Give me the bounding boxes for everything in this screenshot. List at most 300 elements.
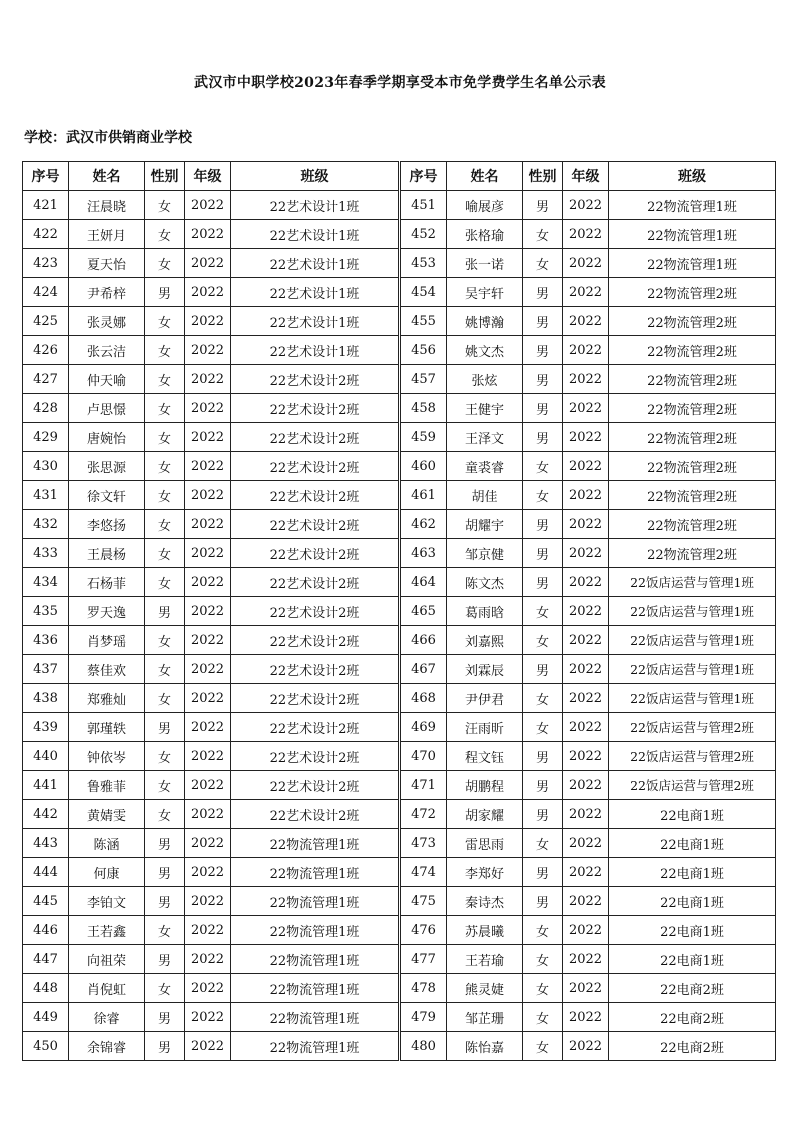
class-cell: 22艺术设计2班 [231, 423, 399, 452]
table-row [401, 191, 776, 220]
gender-cell: 女 [145, 974, 185, 1003]
grade-cell: 2022 [185, 365, 231, 394]
grade-cell: 2022 [185, 220, 231, 249]
seq-cell: 430 [23, 452, 69, 481]
table-row [401, 887, 776, 916]
seq-cell: 460 [401, 452, 447, 481]
grade-cell: 2022 [563, 423, 609, 452]
grade-cell: 2022 [563, 220, 609, 249]
grade-cell: 2022 [185, 626, 231, 655]
class-cell: 22艺术设计1班 [231, 307, 399, 336]
seq-cell: 457 [401, 365, 447, 394]
table-row [23, 365, 399, 394]
table-row [23, 191, 399, 220]
class-cell: 22艺术设计2班 [231, 394, 399, 423]
class-cell: 22艺术设计2班 [231, 713, 399, 742]
table-row [401, 771, 776, 800]
table-row [23, 974, 399, 1003]
name-cell: 汪雨昕 [447, 713, 523, 742]
table-row [23, 684, 399, 713]
class-cell: 22电商1班 [609, 945, 776, 974]
table-row [401, 597, 776, 626]
grade-cell: 2022 [185, 742, 231, 771]
name-cell: 李铂文 [69, 887, 145, 916]
class-cell: 22物流管理2班 [609, 481, 776, 510]
class-cell: 22艺术设计2班 [231, 452, 399, 481]
gender-cell: 男 [523, 800, 563, 829]
grade-cell: 2022 [563, 539, 609, 568]
class-cell: 22艺术设计2班 [231, 626, 399, 655]
table-row [401, 1003, 776, 1032]
class-cell: 22物流管理2班 [609, 307, 776, 336]
grade-cell: 2022 [563, 742, 609, 771]
name-cell: 钟依岑 [69, 742, 145, 771]
class-cell: 22艺术设计2班 [231, 481, 399, 510]
gender-cell: 男 [523, 510, 563, 539]
table-row [23, 452, 399, 481]
class-cell: 22电商1班 [609, 858, 776, 887]
gender-cell: 女 [145, 800, 185, 829]
class-cell: 22饭店运营与管理1班 [609, 626, 776, 655]
grade-cell: 2022 [185, 916, 231, 945]
grade-cell: 2022 [563, 916, 609, 945]
gender-cell: 女 [145, 394, 185, 423]
seq-cell: 435 [23, 597, 69, 626]
gender-cell: 男 [523, 887, 563, 916]
name-cell: 夏天怡 [69, 249, 145, 278]
table-row [23, 771, 399, 800]
seq-cell: 458 [401, 394, 447, 423]
table-row [23, 916, 399, 945]
gender-cell: 男 [523, 336, 563, 365]
grade-cell: 2022 [185, 539, 231, 568]
name-cell: 郭瑾轶 [69, 713, 145, 742]
grade-cell: 2022 [185, 249, 231, 278]
name-cell: 童裘睿 [447, 452, 523, 481]
table-row [401, 568, 776, 597]
class-cell: 22艺术设计2班 [231, 742, 399, 771]
name-cell: 郑雅灿 [69, 684, 145, 713]
seq-cell: 424 [23, 278, 69, 307]
name-cell: 肖倪虹 [69, 974, 145, 1003]
seq-cell: 471 [401, 771, 447, 800]
grade-cell: 2022 [563, 771, 609, 800]
class-cell: 22艺术设计2班 [231, 539, 399, 568]
seq-cell: 470 [401, 742, 447, 771]
header-gender: 性别 [145, 162, 185, 191]
header-class: 班级 [609, 162, 776, 191]
grade-cell: 2022 [563, 510, 609, 539]
name-cell: 陈文杰 [447, 568, 523, 597]
header-class: 班级 [231, 162, 399, 191]
grade-cell: 2022 [185, 278, 231, 307]
class-cell: 22物流管理2班 [609, 510, 776, 539]
gender-cell: 女 [523, 220, 563, 249]
name-cell: 葛雨晗 [447, 597, 523, 626]
table-header-row [23, 162, 399, 191]
table-row [401, 626, 776, 655]
grade-cell: 2022 [185, 858, 231, 887]
table-row [23, 510, 399, 539]
table-row [401, 394, 776, 423]
class-cell: 22艺术设计1班 [231, 220, 399, 249]
name-cell: 王泽文 [447, 423, 523, 452]
gender-cell: 女 [145, 684, 185, 713]
table-row [23, 858, 399, 887]
grade-cell: 2022 [563, 684, 609, 713]
name-cell: 喻展彦 [447, 191, 523, 220]
seq-cell: 449 [23, 1003, 69, 1032]
gender-cell: 女 [145, 307, 185, 336]
grade-cell: 2022 [563, 626, 609, 655]
gender-cell: 男 [523, 742, 563, 771]
name-cell: 唐婉怡 [69, 423, 145, 452]
class-cell: 22饭店运营与管理2班 [609, 742, 776, 771]
grade-cell: 2022 [185, 597, 231, 626]
seq-cell: 421 [23, 191, 69, 220]
class-cell: 22艺术设计2班 [231, 655, 399, 684]
name-cell: 邹芷珊 [447, 1003, 523, 1032]
table-row [23, 249, 399, 278]
gender-cell: 女 [523, 597, 563, 626]
table-row [401, 220, 776, 249]
gender-cell: 女 [145, 365, 185, 394]
name-cell: 张格瑜 [447, 220, 523, 249]
header-seq: 序号 [23, 162, 69, 191]
table-row [23, 945, 399, 974]
name-cell: 秦诗杰 [447, 887, 523, 916]
grade-cell: 2022 [185, 336, 231, 365]
table-row [401, 945, 776, 974]
seq-cell: 451 [401, 191, 447, 220]
table-row [401, 539, 776, 568]
gender-cell: 女 [523, 684, 563, 713]
name-cell: 石杨菲 [69, 568, 145, 597]
name-cell: 王妍月 [69, 220, 145, 249]
seq-cell: 465 [401, 597, 447, 626]
gender-cell: 女 [523, 452, 563, 481]
name-cell: 刘霖辰 [447, 655, 523, 684]
name-cell: 罗天逸 [69, 597, 145, 626]
class-cell: 22电商2班 [609, 974, 776, 1003]
table-row [23, 336, 399, 365]
table-row [23, 800, 399, 829]
grade-cell: 2022 [563, 1032, 609, 1061]
seq-cell: 431 [23, 481, 69, 510]
seq-cell: 463 [401, 539, 447, 568]
gender-cell: 女 [523, 974, 563, 1003]
grade-cell: 2022 [185, 771, 231, 800]
gender-cell: 男 [145, 858, 185, 887]
grade-cell: 2022 [563, 278, 609, 307]
name-cell: 吴宇轩 [447, 278, 523, 307]
student-table-left [22, 161, 399, 1061]
name-cell: 向祖荣 [69, 945, 145, 974]
table-row [401, 481, 776, 510]
class-cell: 22物流管理1班 [231, 974, 399, 1003]
grade-cell: 2022 [185, 974, 231, 1003]
name-cell: 何康 [69, 858, 145, 887]
gender-cell: 女 [145, 626, 185, 655]
gender-cell: 女 [145, 771, 185, 800]
class-cell: 22饭店运营与管理1班 [609, 568, 776, 597]
seq-cell: 473 [401, 829, 447, 858]
seq-cell: 427 [23, 365, 69, 394]
name-cell: 胡耀宇 [447, 510, 523, 539]
gender-cell: 男 [523, 394, 563, 423]
gender-cell: 男 [145, 887, 185, 916]
name-cell: 张云洁 [69, 336, 145, 365]
gender-cell: 男 [523, 278, 563, 307]
table-row [401, 829, 776, 858]
grade-cell: 2022 [185, 307, 231, 336]
table-row [401, 916, 776, 945]
seq-cell: 442 [23, 800, 69, 829]
gender-cell: 女 [523, 829, 563, 858]
grade-cell: 2022 [563, 568, 609, 597]
table-row [23, 655, 399, 684]
header-gender: 性别 [523, 162, 563, 191]
grade-cell: 2022 [185, 568, 231, 597]
name-cell: 张灵娜 [69, 307, 145, 336]
grade-cell: 2022 [563, 481, 609, 510]
gender-cell: 男 [523, 568, 563, 597]
seq-cell: 434 [23, 568, 69, 597]
name-cell: 尹希梓 [69, 278, 145, 307]
grade-cell: 2022 [563, 452, 609, 481]
grade-cell: 2022 [185, 1003, 231, 1032]
name-cell: 蔡佳欢 [69, 655, 145, 684]
name-cell: 王晨杨 [69, 539, 145, 568]
table-row [23, 539, 399, 568]
seq-cell: 450 [23, 1032, 69, 1061]
seq-cell: 466 [401, 626, 447, 655]
name-cell: 雷思雨 [447, 829, 523, 858]
seq-cell: 467 [401, 655, 447, 684]
header-name: 姓名 [447, 162, 523, 191]
grade-cell: 2022 [185, 829, 231, 858]
grade-cell: 2022 [185, 684, 231, 713]
table-row [401, 510, 776, 539]
name-cell: 熊灵婕 [447, 974, 523, 1003]
header-seq: 序号 [401, 162, 447, 191]
class-cell: 22物流管理1班 [231, 945, 399, 974]
table-row [401, 742, 776, 771]
seq-cell: 422 [23, 220, 69, 249]
grade-cell: 2022 [185, 800, 231, 829]
class-cell: 22饭店运营与管理2班 [609, 771, 776, 800]
table-row [23, 742, 399, 771]
name-cell: 胡鹏程 [447, 771, 523, 800]
seq-cell: 456 [401, 336, 447, 365]
gender-cell: 女 [145, 742, 185, 771]
seq-cell: 447 [23, 945, 69, 974]
seq-cell: 443 [23, 829, 69, 858]
grade-cell: 2022 [185, 191, 231, 220]
grade-cell: 2022 [563, 829, 609, 858]
gender-cell: 男 [523, 307, 563, 336]
gender-cell: 女 [145, 655, 185, 684]
name-cell: 胡家耀 [447, 800, 523, 829]
gender-cell: 女 [145, 452, 185, 481]
gender-cell: 女 [523, 916, 563, 945]
table-row [23, 278, 399, 307]
class-cell: 22物流管理1班 [609, 249, 776, 278]
class-cell: 22艺术设计2班 [231, 510, 399, 539]
name-cell: 程文钰 [447, 742, 523, 771]
class-cell: 22物流管理1班 [231, 1003, 399, 1032]
gender-cell: 女 [145, 336, 185, 365]
name-cell: 王若瑜 [447, 945, 523, 974]
class-cell: 22艺术设计2班 [231, 597, 399, 626]
name-cell: 徐文轩 [69, 481, 145, 510]
class-cell: 22物流管理2班 [609, 336, 776, 365]
name-cell: 胡佳 [447, 481, 523, 510]
grade-cell: 2022 [563, 597, 609, 626]
seq-cell: 454 [401, 278, 447, 307]
gender-cell: 男 [523, 365, 563, 394]
table-row [23, 829, 399, 858]
class-cell: 22物流管理2班 [609, 278, 776, 307]
seq-cell: 423 [23, 249, 69, 278]
gender-cell: 女 [145, 916, 185, 945]
name-cell: 苏晨曦 [447, 916, 523, 945]
table-row [401, 713, 776, 742]
gender-cell: 女 [523, 249, 563, 278]
grade-cell: 2022 [563, 365, 609, 394]
table-row [401, 307, 776, 336]
class-cell: 22艺术设计1班 [231, 278, 399, 307]
grade-cell: 2022 [563, 191, 609, 220]
grade-cell: 2022 [563, 800, 609, 829]
class-cell: 22物流管理1班 [609, 191, 776, 220]
seq-cell: 480 [401, 1032, 447, 1061]
seq-cell: 453 [401, 249, 447, 278]
class-cell: 22电商1班 [609, 887, 776, 916]
seq-cell: 439 [23, 713, 69, 742]
gender-cell: 男 [523, 423, 563, 452]
table-row [23, 597, 399, 626]
grade-cell: 2022 [185, 452, 231, 481]
grade-cell: 2022 [185, 1032, 231, 1061]
class-cell: 22艺术设计2班 [231, 771, 399, 800]
class-cell: 22饭店运营与管理1班 [609, 684, 776, 713]
grade-cell: 2022 [563, 713, 609, 742]
school-label: 学校：武汉市供销商业学校 [24, 130, 192, 146]
seq-cell: 464 [401, 568, 447, 597]
name-cell: 肖梦瑶 [69, 626, 145, 655]
seq-cell: 468 [401, 684, 447, 713]
gender-cell: 男 [145, 1003, 185, 1032]
grade-cell: 2022 [563, 887, 609, 916]
table-row [401, 452, 776, 481]
gender-cell: 女 [523, 1032, 563, 1061]
gender-cell: 女 [145, 510, 185, 539]
grade-cell: 2022 [563, 655, 609, 684]
name-cell: 王若鑫 [69, 916, 145, 945]
seq-cell: 478 [401, 974, 447, 1003]
gender-cell: 男 [145, 829, 185, 858]
table-row [401, 655, 776, 684]
name-cell: 邹京健 [447, 539, 523, 568]
table-row [401, 1032, 776, 1061]
seq-cell: 426 [23, 336, 69, 365]
grade-cell: 2022 [563, 336, 609, 365]
name-cell: 刘嘉熙 [447, 626, 523, 655]
seq-cell: 432 [23, 510, 69, 539]
table-row [23, 568, 399, 597]
seq-cell: 446 [23, 916, 69, 945]
seq-cell: 433 [23, 539, 69, 568]
class-cell: 22电商2班 [609, 1032, 776, 1061]
student-table-right [400, 161, 776, 1061]
class-cell: 22艺术设计2班 [231, 684, 399, 713]
gender-cell: 女 [145, 539, 185, 568]
name-cell: 徐睿 [69, 1003, 145, 1032]
table-row [23, 220, 399, 249]
class-cell: 22物流管理2班 [609, 365, 776, 394]
gender-cell: 女 [523, 481, 563, 510]
grade-cell: 2022 [563, 974, 609, 1003]
seq-cell: 472 [401, 800, 447, 829]
name-cell: 张炫 [447, 365, 523, 394]
gender-cell: 男 [145, 713, 185, 742]
seq-cell: 445 [23, 887, 69, 916]
name-cell: 张思源 [69, 452, 145, 481]
seq-cell: 444 [23, 858, 69, 887]
seq-cell: 441 [23, 771, 69, 800]
gender-cell: 女 [145, 191, 185, 220]
seq-cell: 429 [23, 423, 69, 452]
class-cell: 22物流管理2班 [609, 394, 776, 423]
name-cell: 张一诺 [447, 249, 523, 278]
class-cell: 22物流管理1班 [609, 220, 776, 249]
class-cell: 22物流管理1班 [231, 829, 399, 858]
header-name: 姓名 [69, 162, 145, 191]
gender-cell: 男 [523, 655, 563, 684]
class-cell: 22物流管理1班 [231, 887, 399, 916]
table-row [23, 1003, 399, 1032]
class-cell: 22艺术设计1班 [231, 336, 399, 365]
gender-cell: 男 [523, 191, 563, 220]
gender-cell: 男 [523, 858, 563, 887]
gender-cell: 男 [523, 771, 563, 800]
class-cell: 22物流管理2班 [609, 423, 776, 452]
table-row [401, 249, 776, 278]
seq-cell: 477 [401, 945, 447, 974]
name-cell: 仲天喻 [69, 365, 145, 394]
gender-cell: 男 [145, 597, 185, 626]
class-cell: 22饭店运营与管理2班 [609, 713, 776, 742]
class-cell: 22艺术设计2班 [231, 568, 399, 597]
gender-cell: 女 [145, 568, 185, 597]
table-row [401, 684, 776, 713]
class-cell: 22电商1班 [609, 829, 776, 858]
grade-cell: 2022 [563, 307, 609, 336]
seq-cell: 440 [23, 742, 69, 771]
seq-cell: 425 [23, 307, 69, 336]
table-header-row [401, 162, 776, 191]
class-cell: 22电商1班 [609, 916, 776, 945]
seq-cell: 438 [23, 684, 69, 713]
grade-cell: 2022 [563, 249, 609, 278]
name-cell: 陈涵 [69, 829, 145, 858]
table-row [401, 800, 776, 829]
class-cell: 22物流管理1班 [231, 858, 399, 887]
name-cell: 鲁雅菲 [69, 771, 145, 800]
class-cell: 22物流管理1班 [231, 1032, 399, 1061]
name-cell: 余锦睿 [69, 1032, 145, 1061]
